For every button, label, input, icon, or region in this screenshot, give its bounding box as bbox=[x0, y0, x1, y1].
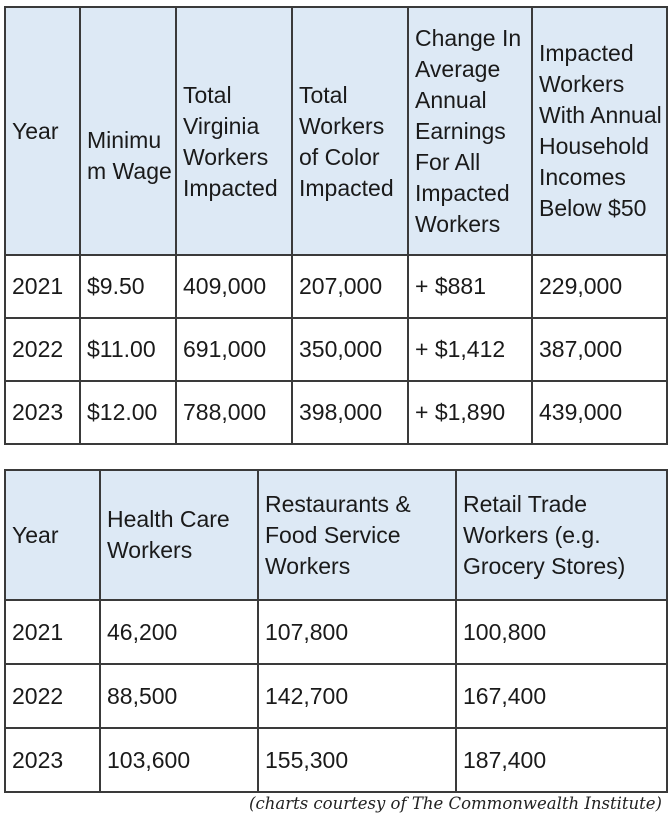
table-row bbox=[5, 728, 667, 792]
table-cell: + $1,890 bbox=[408, 381, 532, 444]
table-cell: 2021 bbox=[5, 255, 80, 318]
header-cell: Retail Trade Workers (e.g. Grocery Stores) bbox=[456, 470, 667, 600]
table-cell: 207,000 bbox=[292, 255, 408, 318]
table-cell: 88,500 bbox=[100, 664, 258, 728]
header-cell: Year bbox=[5, 470, 100, 600]
table-cell: 100,800 bbox=[456, 600, 667, 664]
table-cell: 788,000 bbox=[176, 381, 292, 444]
header-cell: Health Care Workers bbox=[100, 470, 258, 600]
table-cell: 398,000 bbox=[292, 381, 408, 444]
table-header-row bbox=[5, 7, 667, 255]
table-row bbox=[5, 381, 667, 444]
table-header-row bbox=[5, 470, 667, 600]
industry-impact-table bbox=[4, 469, 668, 793]
table-cell: 2022 bbox=[5, 664, 100, 728]
chart-credit: (charts courtesy of The Commonwealth Institute) bbox=[249, 794, 662, 813]
table-cell: 107,800 bbox=[258, 600, 456, 664]
table-cell: 46,200 bbox=[100, 600, 258, 664]
header-cell: Change In Average Annual Earnings For All Impacted Workers bbox=[408, 7, 532, 255]
table-cell: 387,000 bbox=[532, 318, 667, 381]
table-cell: 103,600 bbox=[100, 728, 258, 792]
table-cell: $11.00 bbox=[80, 318, 176, 381]
header-cell: Impacted Workers With Annual Household Incomes Below $50 bbox=[532, 7, 667, 255]
table-cell: + $1,412 bbox=[408, 318, 532, 381]
header-cell: Year bbox=[5, 7, 80, 255]
table-cell: 167,400 bbox=[456, 664, 667, 728]
table-cell: 142,700 bbox=[258, 664, 456, 728]
table-cell: + $881 bbox=[408, 255, 532, 318]
minimum-wage-impact-table bbox=[4, 6, 668, 445]
table-cell: 2023 bbox=[5, 381, 80, 444]
table-cell: 409,000 bbox=[176, 255, 292, 318]
table-row bbox=[5, 255, 667, 318]
table-cell: $9.50 bbox=[80, 255, 176, 318]
header-cell: Total Workers of Color Impacted bbox=[292, 7, 408, 255]
table-cell: 187,400 bbox=[456, 728, 667, 792]
table-cell: 350,000 bbox=[292, 318, 408, 381]
table-cell: 2023 bbox=[5, 728, 100, 792]
table-cell: 229,000 bbox=[532, 255, 667, 318]
table-row bbox=[5, 600, 667, 664]
header-cell: Minimu m Wage bbox=[80, 7, 176, 255]
table-row bbox=[5, 664, 667, 728]
table-cell: 439,000 bbox=[532, 381, 667, 444]
table-cell: $12.00 bbox=[80, 381, 176, 444]
table-cell: 691,000 bbox=[176, 318, 292, 381]
table-cell: 155,300 bbox=[258, 728, 456, 792]
header-cell: Total Virginia Workers Impacted bbox=[176, 7, 292, 255]
table-cell: 2021 bbox=[5, 600, 100, 664]
header-cell: Restaurants & Food Service Workers bbox=[258, 470, 456, 600]
table-row bbox=[5, 318, 667, 381]
table-cell: 2022 bbox=[5, 318, 80, 381]
